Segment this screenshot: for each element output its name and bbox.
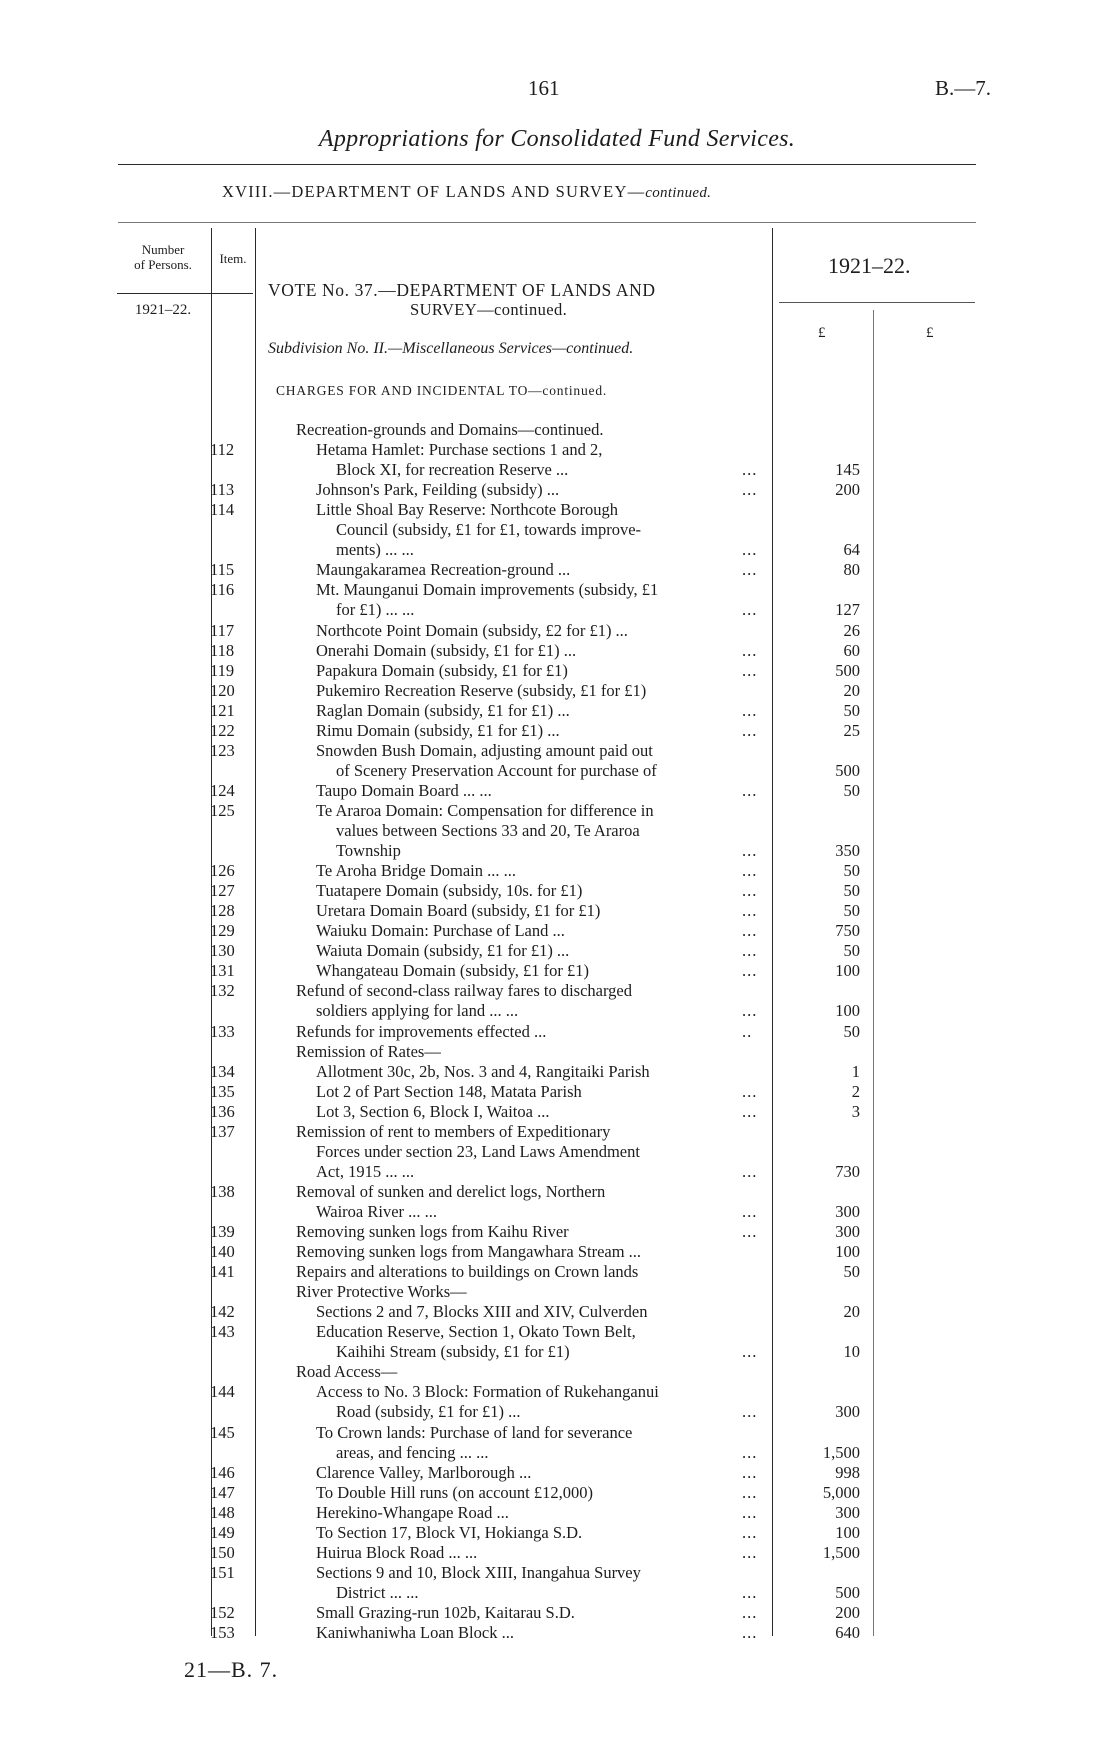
item-description: To Crown lands: Purchase of land for severance [316,1422,633,1442]
table-row [0,1202,1114,1222]
item-number: 129 [210,921,235,941]
table-row [0,1483,1114,1503]
item-description: Rimu Domain (subsidy, £1 for £1) ... [316,720,560,740]
item-description: To Double Hill runs (on account £12,000) [316,1482,594,1502]
item-number: 137 [210,1121,235,1141]
item-number: 117 [210,620,235,640]
table-row [0,721,1114,741]
table-row [0,941,1114,961]
table-row [0,1262,1114,1282]
table-row [0,480,1114,500]
item-description: Huirua Block Road ... ... [316,1542,478,1562]
leader-dots: ... [742,861,758,881]
item-description: Mt. Maunganui Domain improvements (subsidy, £1 [316,580,659,600]
table-row [0,1122,1114,1142]
item-amount: 50 [843,1262,860,1282]
item-description: Refunds for improvements effected ... [296,1021,547,1041]
charges-heading: CHARGES FOR AND INCIDENTAL TO—continued. [276,383,608,398]
item-description: Waiuku Domain: Purchase of Land ... [316,921,565,941]
table-row [0,1082,1114,1102]
item-description: Council (subsidy, £1 for £1, towards improve- [336,520,642,540]
item-number: 116 [210,580,235,600]
item-amount: 50 [843,780,860,800]
table-row [0,1362,1114,1382]
item-description: soldiers applying for land ... ... [316,1001,519,1021]
leader-dots: ... [742,1482,758,1502]
leader-dots: ... [742,1522,758,1542]
item-amount: 750 [835,921,860,941]
item-number: 139 [210,1222,235,1241]
table-row [0,661,1114,681]
item-amount: 80 [843,560,860,580]
table-row [0,1302,1114,1322]
item-number: 147 [210,1482,235,1502]
item-description: areas, and fencing ... ... [336,1442,489,1462]
table-row [0,1463,1114,1483]
pound-column-2: £ [926,325,934,341]
leader-dots: ... [742,881,758,901]
item-number: 143 [210,1322,235,1342]
item-description: Tuatapere Domain (subsidy, 10s. for £1) [316,881,583,901]
item-amount: 50 [843,700,860,720]
item-description: Herekino-Whangape Road ... [316,1502,509,1522]
item-description: Hetama Hamlet: Purchase sections 1 and 2, [316,440,603,460]
table-row [0,921,1114,941]
leader-dots: ... [742,1402,758,1422]
table-row [0,440,1114,460]
item-description: Removal of sunken and derelict logs, Northern [296,1181,606,1201]
header-number-of-persons: Number of Persons. [134,242,192,272]
item-description: Small Grazing-run 102b, Kaitarau S.D. [316,1602,575,1622]
item-description: Allotment 30c, 2b, Nos. 3 and 4, Rangitaiki Parish [316,1061,650,1081]
table-row [0,600,1114,620]
item-number: 145 [210,1422,235,1442]
item-description: Refund of second-class railway fares to discharged [296,981,632,1001]
item-number: 127 [210,881,235,901]
item-amount: 640 [835,1623,860,1642]
item-description: Wairoa River ... ... [316,1201,438,1221]
item-number: 120 [210,680,235,700]
table-row [0,961,1114,981]
table-row [0,1282,1114,1302]
item-description: of Scenery Preservation Account for purchase of [336,760,657,780]
table-row [0,1242,1114,1262]
header-year-left: 1921–22. [134,302,192,318]
item-amount: 350 [835,841,860,861]
item-description: Recreation-grounds and Domains—continued. [296,420,604,439]
item-amount: 50 [843,861,860,881]
item-description: Uretara Domain Board (subsidy, £1 for £1) [316,901,601,921]
item-amount: 145 [835,460,860,480]
table-row [0,1503,1114,1523]
item-amount: 300 [835,1201,860,1221]
item-amount: 50 [843,901,860,921]
table-row [0,420,1114,440]
table-row [0,681,1114,701]
table-row [0,741,1114,761]
table-row [0,1563,1114,1583]
leader-dots: ... [742,841,758,861]
table-row [0,1342,1114,1362]
table-row [0,701,1114,721]
item-amount: 300 [835,1502,860,1522]
header-rule-right [779,302,975,303]
item-description: River Protective Works— [296,1282,467,1302]
leader-dots: ... [742,560,758,580]
leader-dots: ... [742,901,758,921]
item-amount: 100 [835,1242,860,1262]
item-description: Te Araroa Domain: Compensation for difference in [316,800,654,820]
item-number: 131 [210,961,235,981]
item-number: 134 [210,1061,235,1081]
item-amount: 998 [835,1462,860,1482]
leader-dots: ... [742,1201,758,1221]
leader-dots: ... [742,1542,758,1562]
leader-dots: ... [742,1462,758,1482]
item-description: Lot 2 of Part Section 148, Matata Parish [316,1081,582,1101]
header-item: Item. [219,251,247,266]
item-number: 138 [210,1181,235,1201]
item-description: Removing sunken logs from Mangawhara Stream ... [296,1242,642,1262]
table-row [0,1423,1114,1443]
page-title: Appropriations for Consolidated Fund Services. [318,126,796,152]
item-number: 136 [210,1101,235,1121]
title-rule [118,164,976,165]
item-description: Kaihihi Stream (subsidy, £1 for £1) [336,1342,570,1362]
table-row [0,1523,1114,1543]
table-top-rule [118,222,976,223]
pound-column-1: £ [818,325,826,341]
item-description: Waiuta Domain (subsidy, £1 for £1) ... [316,941,570,961]
item-number: 140 [210,1242,235,1262]
table-row [0,881,1114,901]
leader-dots: ... [742,660,758,680]
leader-dots: ... [742,540,758,560]
leader-dots: ... [742,700,758,720]
leader-dots: ... [742,1161,758,1181]
item-number: 151 [210,1562,235,1582]
table-row [0,1603,1114,1623]
leader-dots: ... [742,1342,758,1362]
table-row [0,460,1114,480]
item-description: Sections 2 and 7, Blocks XIII and XIV, Culverden [316,1302,648,1322]
item-amount: 50 [843,881,860,901]
item-number: 122 [210,720,235,740]
table-row [0,1102,1114,1122]
item-description: Township [336,841,401,861]
table-row [0,861,1114,881]
table-row [0,821,1114,841]
item-number: 150 [210,1542,235,1562]
item-description: Maungakaramea Recreation-ground ... [316,560,571,580]
leader-dots: ... [742,780,758,800]
vote-heading: VOTE No. 37.—DEPARTMENT OF LANDS AND [268,280,656,300]
item-amount: 25 [843,720,860,740]
table-row [0,1543,1114,1563]
item-description: Lot 3, Section 6, Block I, Waitoa ... [316,1101,550,1121]
item-number: 115 [210,560,235,580]
leader-dots: ... [742,460,758,480]
item-description: Little Shoal Bay Reserve: Northcote Borough [316,500,618,520]
table-row [0,901,1114,921]
item-amount: 300 [835,1222,860,1241]
item-number: 142 [210,1302,235,1322]
item-description: Snowden Bush Domain, adjusting amount paid out [316,740,653,760]
leader-dots: ... [742,941,758,961]
item-amount: 50 [843,941,860,961]
item-number: 123 [210,740,235,760]
item-description: Whangateau Domain (subsidy, £1 for £1) [316,961,589,981]
item-amount: 100 [835,961,860,981]
item-description: Remission of rent to members of Expeditionary [296,1121,611,1141]
table-row [0,1001,1114,1021]
item-number: 119 [210,660,235,680]
leader-dots: .. [742,1021,753,1041]
item-number: 113 [210,480,235,500]
table-row [0,1062,1114,1082]
item-description: Remission of Rates— [296,1041,441,1061]
table-row [0,1182,1114,1202]
page-number: 161 [528,76,560,100]
item-amount: 200 [835,1602,860,1622]
item-description: Forces under section 23, Land Laws Amendment [316,1141,640,1161]
table-row [0,1222,1114,1242]
table-row [0,641,1114,661]
item-amount: 3 [851,1101,860,1121]
item-description: ments) ... ... [336,540,414,560]
leader-dots: ... [742,640,758,660]
table-row [0,621,1114,641]
item-description: Raglan Domain (subsidy, £1 for £1) ... [316,700,570,720]
item-amount: 60 [843,640,860,660]
leader-dots: ... [742,1101,758,1121]
item-description: Taupo Domain Board ... ... [316,780,492,800]
item-description: Onerahi Domain (subsidy, £1 for £1) ... [316,640,577,660]
table-row [0,1402,1114,1422]
vote-heading-continued: SURVEY—continued. [410,300,568,319]
leader-dots: ... [742,921,758,941]
leader-dots: ... [742,720,758,740]
document-reference: B.—7. [935,76,992,100]
item-number: 118 [210,640,235,660]
leader-dots: ... [742,961,758,981]
item-description: Access to No. 3 Block: Formation of Rukehanganui [316,1382,659,1402]
item-amount: 730 [835,1161,860,1181]
item-amount: 500 [835,1582,860,1602]
item-description: Pukemiro Recreation Reserve (subsidy, £1 for £1) [316,680,647,700]
table-row [0,1583,1114,1603]
leader-dots: ... [742,1582,758,1602]
table-row [0,520,1114,540]
item-amount: 64 [843,540,860,560]
header-year-right: 1921–22. [828,253,911,278]
subdivision-heading: Subdivision No. II.—Miscellaneous Services—continued. [268,340,634,357]
department-heading: XVIII.—DEPARTMENT OF LANDS AND SURVEY—continued. [222,182,712,201]
item-number: 141 [210,1262,235,1282]
leader-dots: ... [742,1602,758,1622]
leader-dots: ... [742,480,758,500]
leader-dots: ... [742,600,758,620]
item-description: To Section 17, Block VI, Hokianga S.D. [316,1522,583,1542]
item-description: Act, 1915 ... ... [316,1161,415,1181]
item-description: Education Reserve, Section 1, Okato Town Belt, [316,1322,636,1342]
item-amount: 100 [835,1001,860,1021]
item-number: 126 [210,861,235,881]
table-row [0,1162,1114,1182]
item-description: Kaniwhaniwha Loan Block ... [316,1623,514,1642]
item-description: Road (subsidy, £1 for £1) ... [336,1402,521,1422]
item-amount: 500 [835,660,860,680]
item-amount: 2 [851,1081,860,1101]
item-amount: 1 [851,1061,860,1081]
table-row [0,781,1114,801]
item-description: Northcote Point Domain (subsidy, £2 for £1) ... [316,620,628,640]
page-footer: 21—B. 7. [184,1657,279,1682]
table-row [0,841,1114,861]
leader-dots: ... [742,1442,758,1462]
table-row [0,1382,1114,1402]
item-number: 114 [210,500,235,520]
item-description: Sections 9 and 10, Block XIII, Inangahua Survey [316,1562,641,1582]
item-description: Clarence Valley, Marlborough ... [316,1462,532,1482]
item-number: 149 [210,1522,235,1542]
item-amount: 300 [835,1402,860,1422]
item-number: 146 [210,1462,235,1482]
item-description: Road Access— [296,1362,398,1382]
item-description: Repairs and alterations to buildings on Crown lands [296,1262,639,1282]
item-number: 125 [210,800,235,820]
table-row [0,560,1114,580]
item-amount: 50 [843,1021,860,1041]
table-row [0,500,1114,520]
item-amount: 20 [843,680,860,700]
table-row [0,981,1114,1001]
table-row [0,540,1114,560]
item-amount: 5,000 [822,1482,860,1502]
leader-dots: ... [742,1623,758,1642]
item-number: 124 [210,780,235,800]
item-amount: 20 [843,1302,860,1322]
item-number: 133 [210,1021,235,1041]
item-amount: 10 [843,1342,860,1362]
item-description: District ... ... [336,1582,419,1602]
item-number: 132 [210,981,235,1001]
item-amount: 100 [835,1522,860,1542]
item-amount: 26 [843,620,860,640]
item-number: 130 [210,941,235,961]
table-row [0,1042,1114,1062]
table-row [0,761,1114,781]
table-row [0,1623,1114,1643]
item-number: 128 [210,901,235,921]
leader-dots: ... [742,1081,758,1101]
item-number: 153 [210,1623,235,1642]
leader-dots: ... [742,1502,758,1522]
table-row [0,1443,1114,1463]
table-row [0,1022,1114,1042]
item-description: Te Aroha Bridge Domain ... ... [316,861,517,881]
table-row [0,1142,1114,1162]
item-description: Papakura Domain (subsidy, £1 for £1) [316,660,568,680]
item-description: values between Sections 33 and 20, Te Araroa [336,821,640,840]
item-description: Johnson's Park, Feilding (subsidy) ... [316,480,560,500]
table-row [0,801,1114,821]
item-description: Removing sunken logs from Kaihu River [296,1222,569,1241]
item-number: 152 [210,1602,235,1622]
item-number: 121 [210,700,235,720]
table-row [0,1322,1114,1342]
leader-dots: ... [742,1001,758,1021]
item-number: 135 [210,1081,235,1101]
header-rule-left [117,293,253,294]
item-amount: 500 [835,760,860,780]
item-description: Block XI, for recreation Reserve ... [336,460,569,480]
item-amount: 1,500 [822,1442,860,1462]
table-row [0,580,1114,600]
item-number: 112 [210,440,235,460]
item-amount: 1,500 [822,1542,860,1562]
leader-dots: ... [742,1222,758,1241]
item-amount: 127 [835,600,860,620]
item-number: 148 [210,1502,235,1522]
item-number: 144 [210,1382,235,1402]
item-amount: 200 [835,480,860,500]
item-description: for £1) ... ... [336,600,415,620]
